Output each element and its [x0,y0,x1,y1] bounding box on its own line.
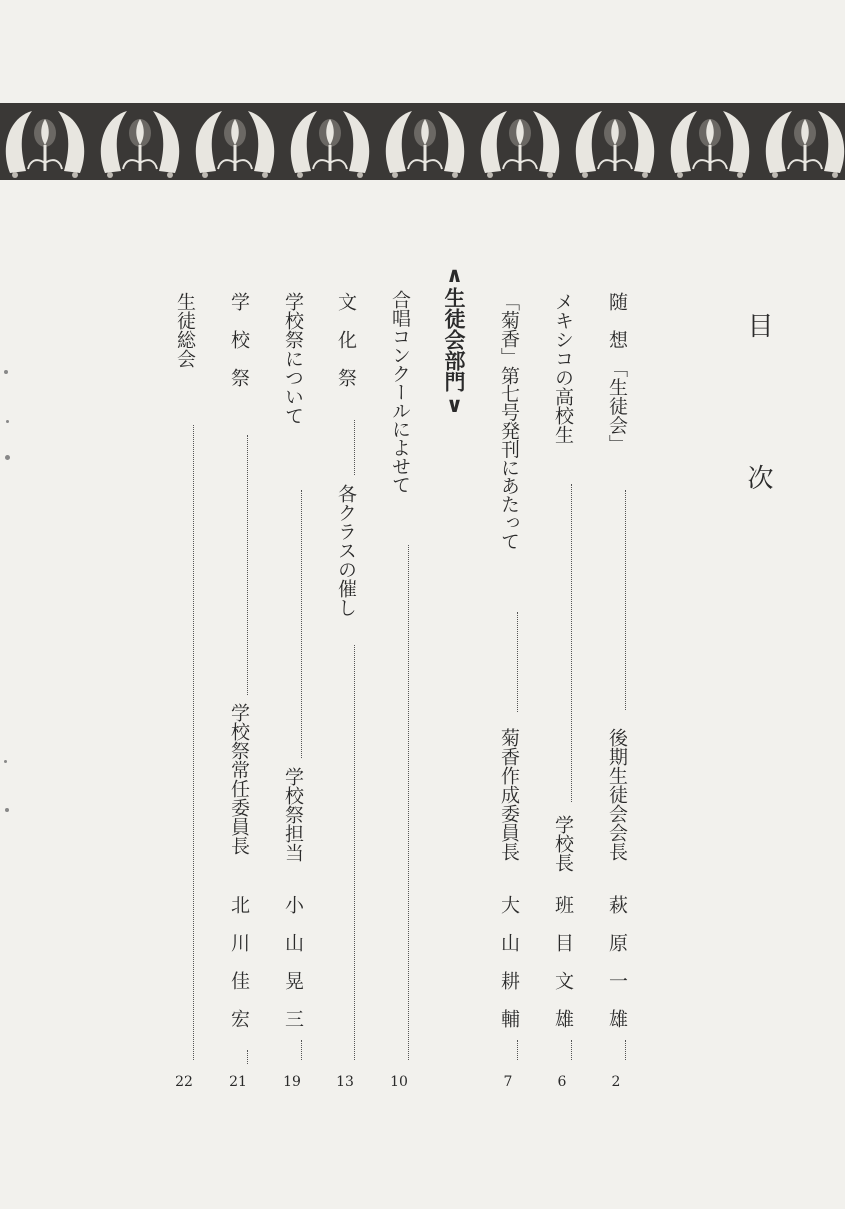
entry-5-subtitle: 各クラスの催し [335,484,357,617]
entry-6-role: 学校祭担当 [282,767,304,862]
entry-3-leader [517,612,518,712]
entry-4-page: 10 [390,1074,408,1090]
entry-2-leader [571,484,572,802]
section-heading: ∧生徒会部門∨ [442,262,467,417]
entry-6-title: 学校祭について [282,292,304,425]
entry-1-leader [625,490,626,710]
entry-3-page: 7 [503,1074,513,1090]
scan-mark [5,808,9,812]
entry-3-author: 大 山 耕 輔 [498,895,520,1028]
entry-1-author: 萩 原 一 雄 [606,895,628,1028]
entry-2-author: 班 目 文 雄 [552,895,574,1028]
entry-8-leader [193,425,194,1060]
entry-7-title: 学 校 祭 [228,292,250,387]
entry-1-title: 随 想 「生徒会」 [606,292,628,454]
entry-3-role: 菊香作成委員長 [498,728,520,861]
scan-mark [4,370,8,374]
entry-7-author: 北 川 佳 宏 [228,895,250,1028]
entry-5-page: 13 [336,1074,354,1090]
scan-mark [6,420,9,423]
entry-1-leader-2 [625,1040,626,1060]
entry-5-leader [354,420,355,475]
entry-8-page: 22 [175,1074,193,1090]
entry-3-leader-2 [517,1040,518,1060]
entry-2-title: メキシコの高校生 [552,292,574,444]
entry-4-title: 合唱コンクールによせて [389,290,411,494]
entry-1-page: 2 [611,1074,621,1090]
toc-heading-char-1: 目 [743,312,773,338]
entry-5-leader-2 [354,645,355,1060]
toc-heading-char-2: 次 [743,464,773,490]
scan-mark [5,455,10,460]
entry-2-leader-2 [571,1040,572,1060]
scan-mark [4,760,7,763]
entry-6-leader-2 [301,1040,302,1060]
entry-7-role: 学校祭常任委員長 [228,703,250,855]
entry-6-author: 小 山 晃 三 [282,895,304,1028]
entry-5-title: 文 化 祭 [335,292,357,387]
entry-7-leader-2 [247,1050,248,1064]
entry-6-leader [301,490,302,758]
entry-6-page: 19 [283,1074,301,1090]
entry-2-role: 学校長 [552,815,574,872]
entry-1-role: 後期生徒会会長 [606,728,628,861]
ornament-motif [6,111,84,178]
entry-2-page: 6 [557,1074,567,1090]
entry-8-title: 生徒総会 [174,292,196,368]
entry-7-leader [247,435,248,695]
entry-3-title: 「菊香」第七号発刊にあたって [498,292,520,550]
entry-7-page: 21 [229,1074,247,1090]
ornamental-border [0,103,845,180]
entry-4-leader [408,545,409,1060]
